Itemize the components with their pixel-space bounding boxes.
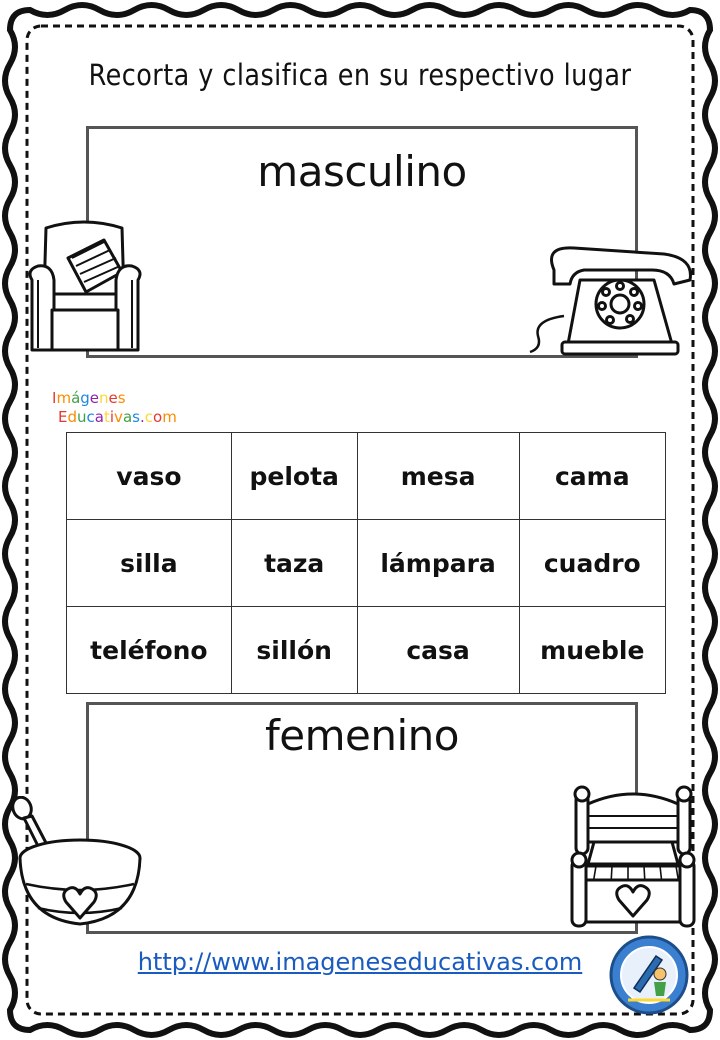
word-row [67,607,666,694]
armchair-icon [24,218,146,358]
word-card[interactable]: mueble [519,607,665,694]
word-card[interactable]: teléfono [67,607,232,694]
worksheet-title: Recorta y clasifica en su respectivo lugar [88,58,632,92]
masculine-box-label: masculino [257,147,467,196]
feminine-drop-box[interactable] [86,702,638,934]
word-card[interactable]: taza [231,520,357,607]
word-card[interactable]: silla [67,520,232,607]
footer-url-link[interactable]: http://www.imageneseducativas.com [137,948,583,976]
word-card[interactable]: cuadro [519,520,665,607]
word-row [67,520,666,607]
watermark-logo [52,389,177,427]
feminine-box-label: femenino [265,711,459,760]
word-card[interactable]: pelota [231,433,357,520]
logo-badge-icon [608,934,690,1016]
bed-icon [566,784,698,934]
word-card[interactable]: mesa [357,433,519,520]
watermark-line-1: Imágenes [52,389,126,407]
word-card[interactable]: cama [519,433,665,520]
word-grid [66,432,666,694]
rotary-telephone-icon [524,240,696,358]
word-card[interactable]: sillón [231,607,357,694]
word-row [67,433,666,520]
bowl-with-spoon-icon [8,796,144,936]
word-card[interactable]: vaso [67,433,232,520]
watermark-line-2: Educativas.com [58,408,177,426]
word-card[interactable]: casa [357,607,519,694]
word-card[interactable]: lámpara [357,520,519,607]
